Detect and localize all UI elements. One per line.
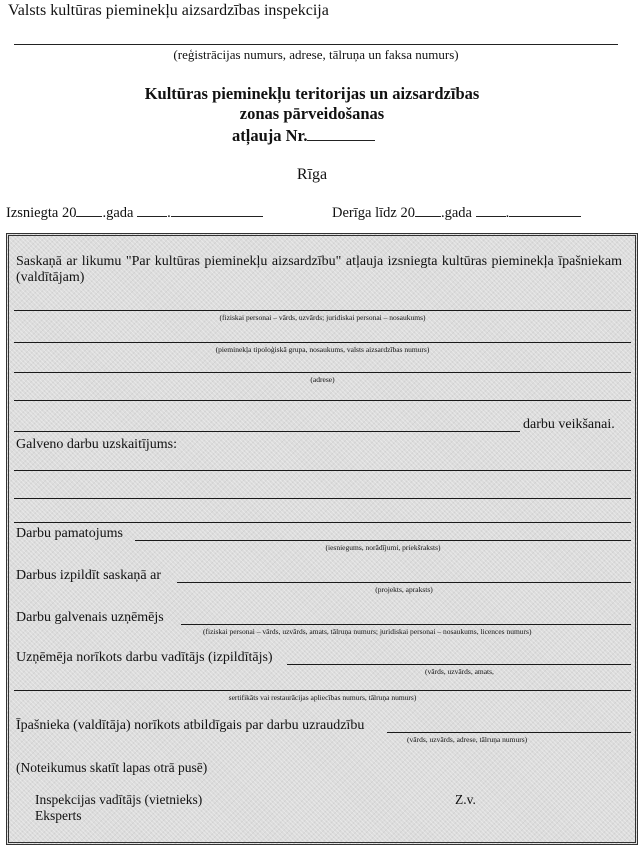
intro-text: Saskaņā ar likumu "Par kultūras pieminekļu aizsardzību" atļauja izsniegta kultūras pieminekļa īpašniekam (valdītājam): [16, 254, 622, 285]
works-list-line-3[interactable]: [14, 522, 631, 523]
issued-month-field[interactable]: [171, 204, 263, 217]
address-caption: (adrese): [310, 375, 335, 384]
manager-line[interactable]: [287, 664, 631, 665]
works-list-label: Galveno darbu uzskaitījums:: [16, 437, 177, 452]
permit-form-box: [6, 233, 638, 845]
monument-caption: (pieminekļa tipoloģiskā grupa, nosaukums, valsts aizsardzības numurs): [215, 345, 430, 354]
valid-month-field[interactable]: [509, 204, 581, 217]
manager-caption-1: (vārds, uzvārds, amats,: [425, 667, 494, 676]
works-list-line-1[interactable]: [14, 470, 631, 471]
works-line-2[interactable]: [14, 431, 520, 432]
valid-prefix: Derīga līdz 20: [332, 205, 415, 221]
works-line-1[interactable]: [14, 400, 631, 401]
head-label: Inspekcijas vadītājs (vietnieks): [35, 792, 203, 807]
issued-date: [6, 204, 263, 222]
owner-caption: (fiziskai personai – vārds, uzvārds; juridiskai personai – nosaukums): [219, 313, 426, 322]
works-list-line-2[interactable]: [14, 498, 631, 499]
valid-gada: .gada: [440, 205, 472, 221]
contractor-caption: (fiziskai personai – vārds, uzvārds, amats, tālruņa numurs; juridiskai personai – nosaukums, licences numurs): [203, 627, 532, 636]
expert-label: Eksperts: [35, 808, 82, 823]
issued-prefix: Izsniegta 20: [6, 205, 77, 221]
execute-label: Darbus izpildīt saskaņā ar: [16, 568, 162, 583]
justification-line[interactable]: [135, 540, 631, 541]
title-line-2: zonas pārveidošanas: [239, 104, 385, 123]
manager-caption-2: sertifikāts vai restaurācijas apliecības numurs, tālruņa numurs): [228, 693, 417, 702]
owner-line[interactable]: [14, 310, 631, 311]
supervisor-caption: (vārds, uzvārds, adrese, tālruņa numurs): [407, 735, 528, 744]
execute-caption: (projekts, apraksts): [375, 585, 433, 594]
title-line-1: Kultūras pieminekļu teritorijas un aizsardzības: [144, 84, 480, 103]
valid-year-field[interactable]: [415, 204, 441, 217]
works-suffix: darbu veikšanai.: [523, 417, 615, 432]
seal-label: Z.v.: [455, 792, 476, 807]
supervisor-label: Īpašnieka (valdītāja) norīkots atbildīgais par darbu uzraudzību: [16, 718, 365, 733]
issued-gada: .gada: [102, 205, 134, 221]
manager-label: Uzņēmēja norīkots darbu vadītājs (izpildītājs): [16, 650, 273, 665]
issued-dot: .: [167, 205, 171, 221]
city: Rīga: [296, 166, 328, 183]
title-line-3: [232, 126, 375, 146]
valid-dot: .: [505, 205, 510, 221]
monument-line[interactable]: [14, 342, 631, 343]
contractor-line[interactable]: [181, 624, 631, 625]
justification-label: Darbu pamatojums: [16, 526, 123, 541]
issued-day-field[interactable]: [137, 204, 167, 217]
supervisor-line[interactable]: [387, 732, 631, 733]
contractor-label: Darbu galvenais uzņēmējs: [16, 610, 164, 625]
permit-number-field[interactable]: [307, 126, 375, 141]
authority-line: [14, 44, 618, 45]
execute-line[interactable]: [177, 582, 631, 583]
valid-date: [332, 204, 581, 222]
justification-caption: (iesniegums, norādījumi, priekšraksts): [325, 543, 441, 552]
authority-caption: (reģistrācijas numurs, adrese, tālruņa un faksa numurs): [173, 47, 459, 62]
manager-line-2[interactable]: [14, 690, 631, 691]
valid-day-field[interactable]: [476, 204, 506, 217]
issued-year-field[interactable]: [76, 204, 102, 217]
authority-name: Valsts kultūras pieminekļu aizsardzības inspekcija: [8, 2, 329, 19]
address-line[interactable]: [14, 372, 631, 373]
note-text: (Noteikumus skatīt lapas otrā pusē): [16, 760, 208, 775]
permit-number-label: atļauja Nr.: [232, 126, 308, 145]
